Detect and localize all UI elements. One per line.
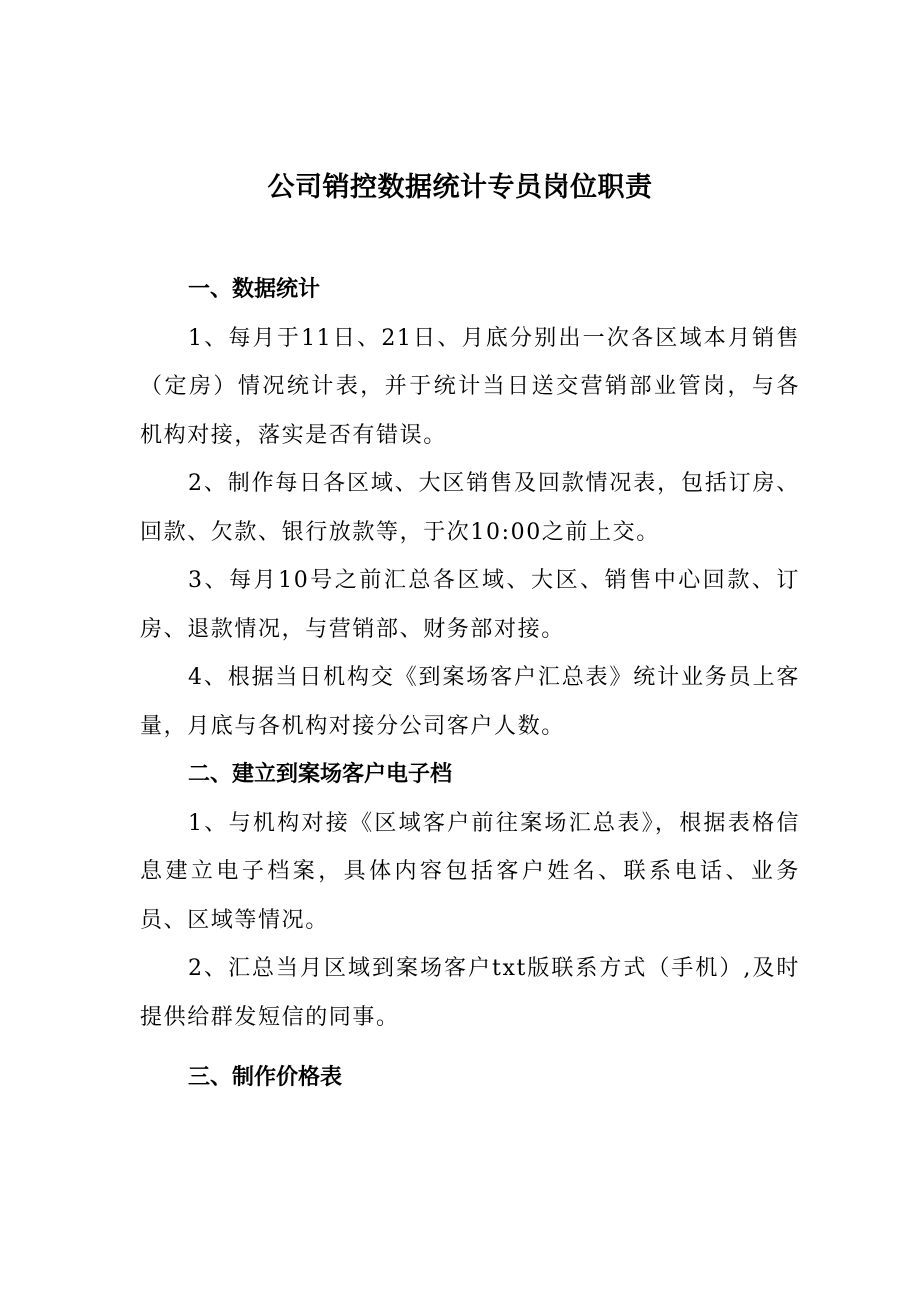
document-body bbox=[140, 266, 800, 1103]
paragraph: 1、每月于11日、21日、月底分别出一次各区域本月销售（定房）情况统计表，并于统计当日送交营销部业管岗，与各机构对接，落实是否有错误。 bbox=[140, 325, 800, 448]
paragraph: 3、每月10号之前汇总各区域、大区、销售中心回款、订房、退款情况，与营销部、财务部对接。 bbox=[140, 568, 800, 642]
section-heading: 三、制作价格表 bbox=[188, 1065, 343, 1090]
section-heading: 二、建立到案场客户电子档 bbox=[188, 762, 453, 787]
paragraph: 2、制作每日各区域、大区销售及回款情况表，包括订房、回款、欠款、银行放款等，于次10:00之前上交。 bbox=[140, 471, 800, 545]
section-heading: 一、数据统计 bbox=[188, 277, 321, 302]
paragraph: 1、与机构对接《区域客户前往案场汇总表》，根据表格信息建立电子档案，具体内容包括客户姓名、联系电话、业务员、区域等情况。 bbox=[140, 810, 800, 933]
paragraph: 2、汇总当月区域到案场客户txt版联系方式（手机）,及时提供给群发短信的同事。 bbox=[140, 956, 800, 1030]
section-customer-archive bbox=[140, 751, 800, 1042]
document-title: 公司销控数据统计专员岗位职责 bbox=[267, 172, 653, 203]
paragraph: 4、根据当日机构交《到案场客户汇总表》统计业务员上客量，月底与各机构对接分公司客户人数。 bbox=[140, 665, 800, 739]
section-price-list bbox=[140, 1054, 800, 1103]
section-data-statistics bbox=[140, 266, 800, 751]
